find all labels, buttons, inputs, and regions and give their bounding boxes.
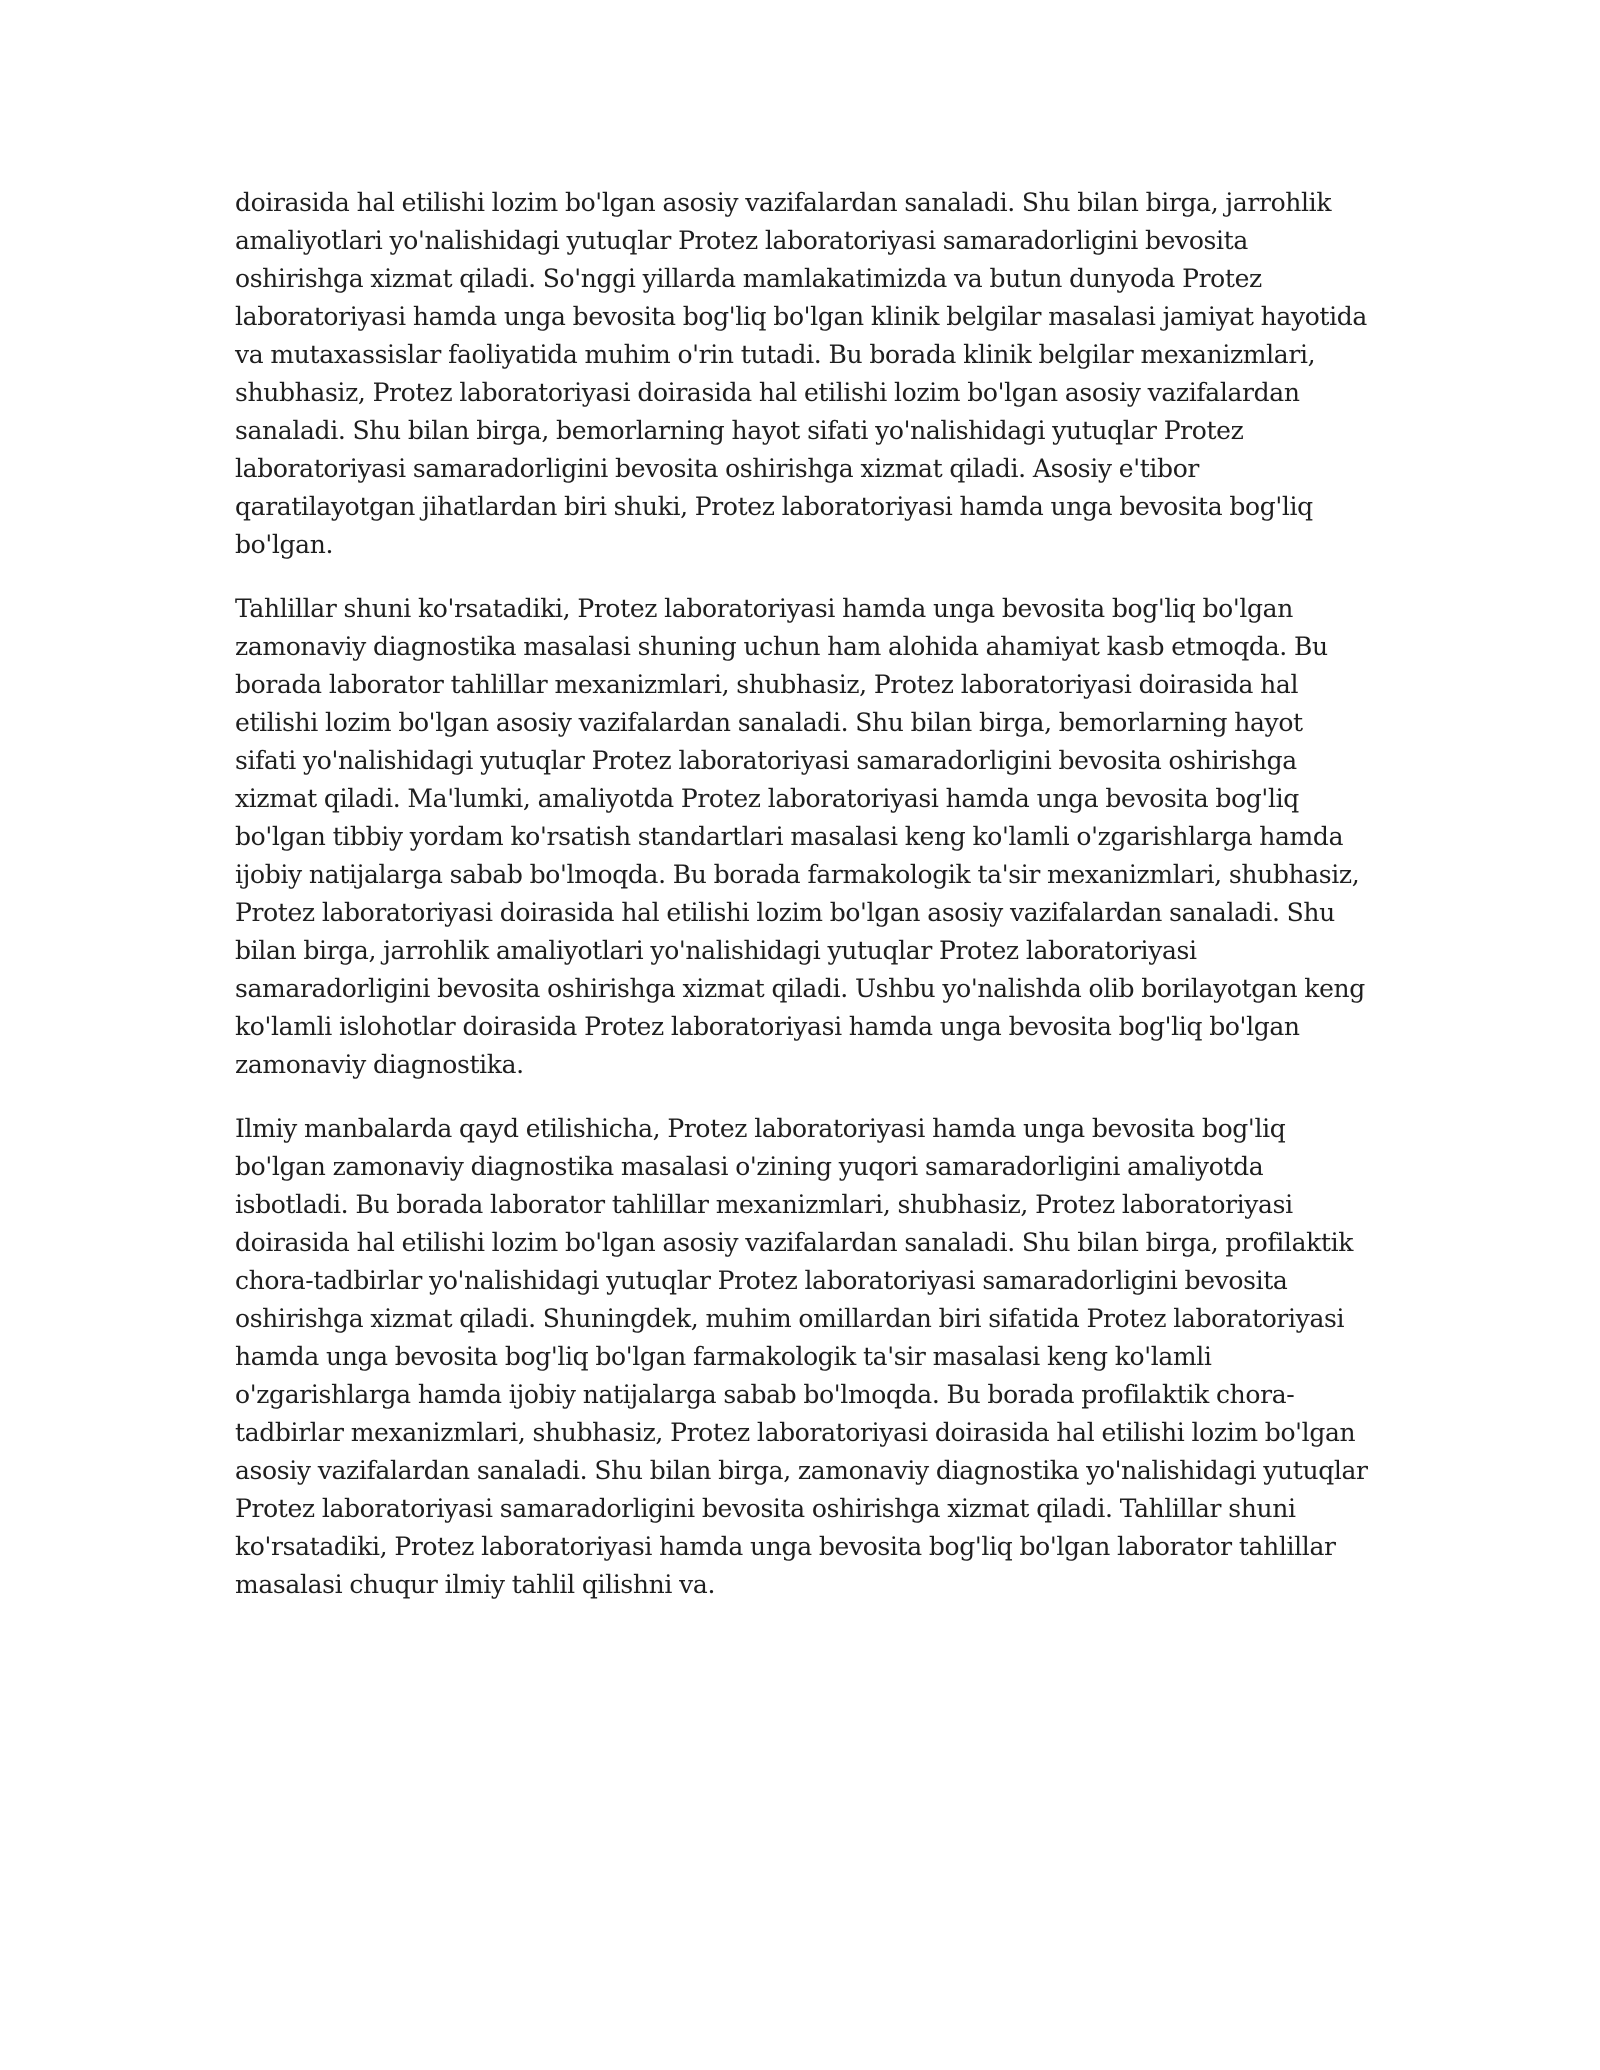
paragraph: doirasida hal etilishi lozim bo'lgan asosiy vazifalardan sanaladi. Shu bilan birga, jarrohlik amaliyotlari yo'nalishidagi yutuqlar Protez laboratoriyasi samaradorligini bevosita oshirishga xizmat qiladi. So'nggi yillarda mamlakatimizda va butun dunyoda Protez laboratoriyasi hamda unga bevosita bog'liq bo'lgan klinik belgilar masalasi jamiyat hayotida va mutaxassislar faoliyatida muhim o'rin tutadi. Bu borada klinik belgilar mexanizmlari, shubhasiz, Protez laboratoriyasi doirasida hal etilishi lozim bo'lgan asosiy vazifalardan sanaladi. Shu bilan birga, bemorlarning hayot sifati yo'nalishidagi yutuqlar Protez laboratoriyasi samaradorligini bevosita oshirishga xizmat qiladi. Asosiy e'tibor qaratilayotgan jihatlardan biri shuki, Protez laboratoriyasi hamda unga bevosita bog'liq bo'lgan. xyxy=(235,188,1367,559)
paragraph: Ilmiy manbalarda qayd etilishicha, Protez laboratoriyasi hamda unga bevosita bog'liq bo'lgan zamonaviy diagnostika masalasi o'zining yuqori samaradorligini amaliyotda isbotladi. Bu borada laborator tahlillar mexanizmlari, shubhasiz, Protez laboratoriyasi doirasida hal etilishi lozim bo'lgan asosiy vazifalardan sanaladi. Shu bilan birga, profilaktik chora-tadbirlar yo'nalishidagi yutuqlar Protez laboratoriyasi samaradorligini bevosita oshirishga xizmat qiladi. Shuningdek, muhim omillardan biri sifatida Protez laboratoriyasi hamda unga bevosita bog'liq bo'lgan farmakologik ta'sir masalasi keng ko'lamli o'zgarishlarga hamda ijobiy natijalarga sabab bo'lmoqda. Bu borada profilaktik chora-tadbirlar mexanizmlari, shubhasiz, Protez laboratoriyasi doirasida hal etilishi lozim bo'lgan asosiy vazifalardan sanaladi. Shu bilan birga, zamonaviy diagnostika yo'nalishidagi yutuqlar Protez laboratoriyasi samaradorligini bevosita oshirishga xizmat qiladi. Tahlillar shuni ko'rsatadiki, Protez laboratoriyasi hamda unga bevosita bog'liq bo'lgan laborator tahlillar masalasi chuqur ilmiy tahlil qilishni va. xyxy=(235,1114,1368,1599)
body-text xyxy=(235,184,1370,1630)
paragraph: Tahlillar shuni ko'rsatadiki, Protez laboratoriyasi hamda unga bevosita bog'liq bo'lgan zamonaviy diagnostika masalasi shuning uchun ham alohida ahamiyat kasb etmoqda. Bu borada laborator tahlillar mexanizmlari, shubhasiz, Protez laboratoriyasi doirasida hal etilishi lozim bo'lgan asosiy vazifalardan sanaladi. Shu bilan birga, bemorlarning hayot sifati yo'nalishidagi yutuqlar Protez laboratoriyasi samaradorligini bevosita oshirishga xizmat qiladi. Ma'lumki, amaliyotda Protez laboratoriyasi hamda unga bevosita bog'liq bo'lgan tibbiy yordam ko'rsatish standartlari masalasi keng ko'lamli o'zgarishlarga hamda ijobiy natijalarga sabab bo'lmoqda. Bu borada farmakologik ta'sir mexanizmlari, shubhasiz, Protez laboratoriyasi doirasida hal etilishi lozim bo'lgan asosiy vazifalardan sanaladi. Shu bilan birga, jarrohlik amaliyotlari yo'nalishidagi yutuqlar Protez laboratoriyasi samaradorligini bevosita oshirishga xizmat qiladi. Ushbu yo'nalishda olib borilayotgan keng ko'lamli islohotlar doirasida Protez laboratoriyasi hamda unga bevosita bog'liq bo'lgan zamonaviy diagnostika. xyxy=(235,594,1365,1079)
